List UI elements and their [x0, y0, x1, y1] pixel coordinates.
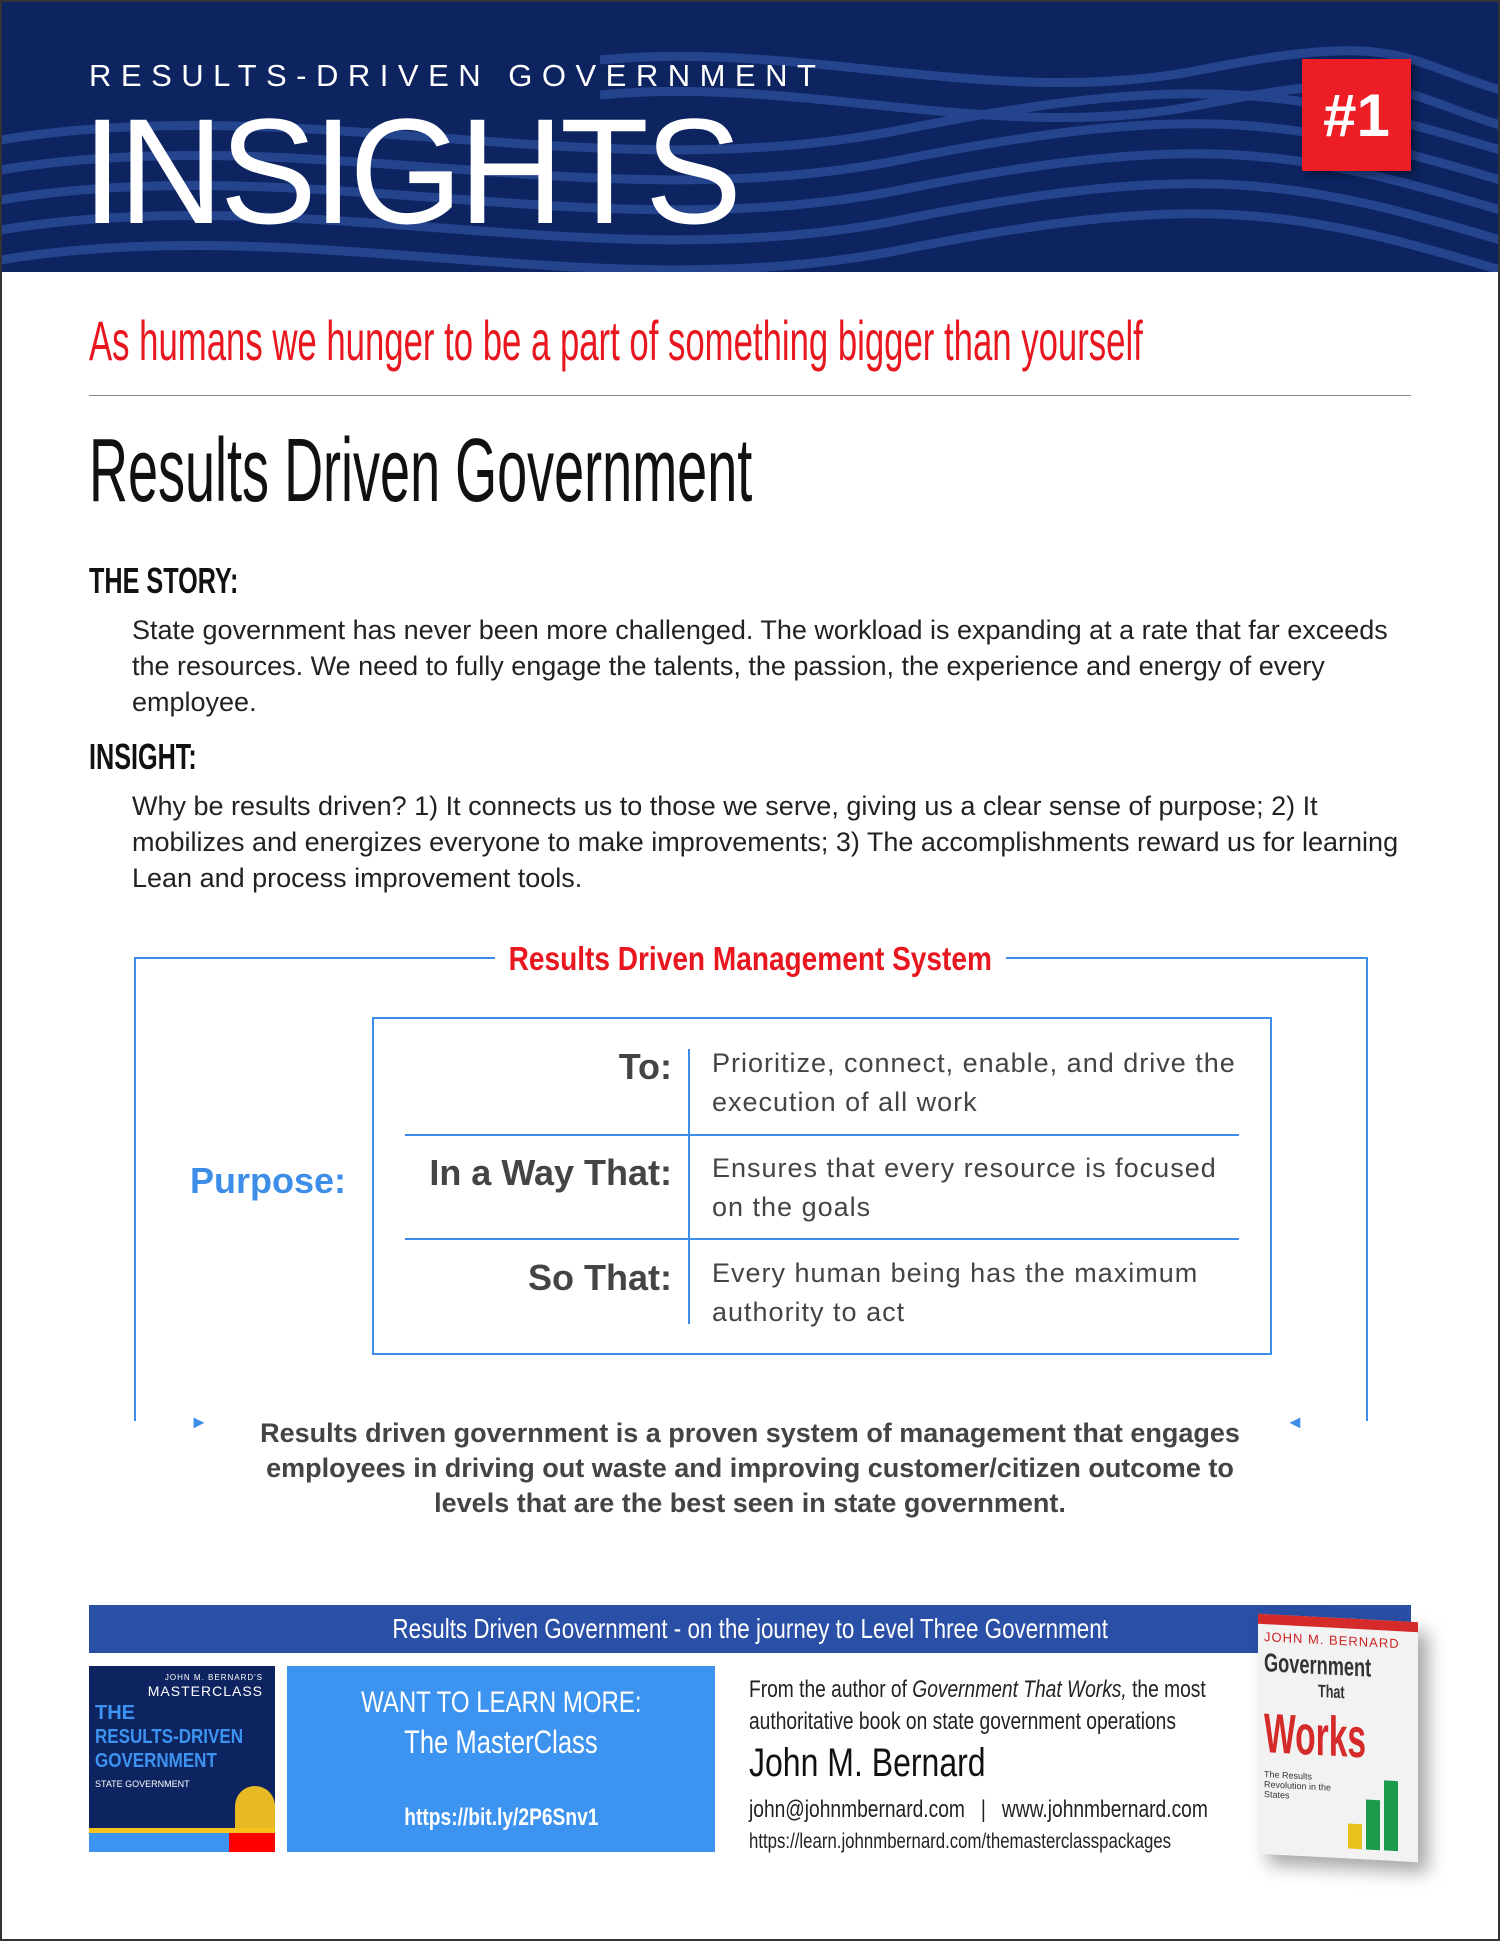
page-title-text: Results Driven Government	[89, 421, 753, 521]
series-kicker: RESULTS-DRIVEN GOVERNMENT	[89, 58, 826, 93]
diagram-title	[0, 940, 1500, 978]
arrow-right-icon: ►	[190, 1412, 208, 1432]
row-label: In a Way That:	[429, 1152, 672, 1193]
intro-text: authoritative book on state government operations	[749, 1708, 1176, 1735]
intro-text: the most	[1126, 1676, 1206, 1703]
separator: |	[980, 1796, 986, 1823]
table-divider	[688, 1049, 690, 1324]
row-text: Ensures that every resource is focused on the goals	[712, 1153, 1217, 1222]
book-cover	[1258, 1614, 1418, 1862]
headline	[89, 308, 1500, 373]
story-heading	[89, 560, 302, 602]
logo-stripe	[229, 1833, 275, 1852]
masterclass-link[interactable]: https://bit.ly/2P6Snv1	[403, 1804, 599, 1831]
book-title-italic: Government That Works,	[912, 1676, 1127, 1703]
book-title: Works	[1264, 1701, 1367, 1770]
row-text: Every human being has the maximum authority to act	[712, 1258, 1199, 1327]
email-link[interactable]: john@johnmbernard.com	[749, 1796, 965, 1823]
logo-text: MASTERCLASS	[147, 1683, 263, 1699]
logo-stripe	[89, 1833, 229, 1852]
learn-heading: WANT TO LEARN MORE:	[360, 1686, 642, 1719]
masthead	[0, 0, 1500, 272]
row-divider	[405, 1238, 1239, 1240]
diagram-title-text: Results Driven Management System	[495, 940, 1005, 978]
row-text: Prioritize, connect, enable, and drive the execution of all work	[712, 1048, 1236, 1117]
capitol-icon	[235, 1786, 275, 1831]
chart-graphic	[1366, 1799, 1380, 1850]
learn-more-box[interactable]	[287, 1666, 715, 1852]
diagram-summary: Results driven government is a proven system of management that engages employees in driving out waste and improving customer/citizen outcome to levels that are the best seen in state government.	[260, 1418, 1240, 1518]
story-heading-text: THE STORY:	[89, 560, 239, 601]
author-contact	[749, 1796, 1323, 1824]
author-name-text: John M. Bernard	[749, 1741, 986, 1785]
learn-subheading: The MasterClass	[404, 1724, 598, 1760]
logo-text: STATE GOVERNMENT	[95, 1779, 190, 1789]
row-label: To:	[618, 1046, 672, 1087]
insight-heading-text: INSIGHT:	[89, 736, 197, 777]
chart-graphic	[1348, 1824, 1362, 1850]
divider	[89, 395, 1411, 396]
logo-text: GOVERNMENT	[95, 1750, 217, 1772]
logo-text: JOHN M. BERNARD'S	[164, 1673, 263, 1682]
author-name	[749, 1740, 1045, 1786]
intro-text: From the author of	[749, 1676, 913, 1703]
insight-heading	[89, 736, 243, 778]
story-text: State government has never been more challenged. The workload is expanding at a rate that far exceeds the resources. We need to fully engage the talents, the passion, the experience and energy of every employee.	[132, 615, 1388, 717]
row-divider	[405, 1134, 1239, 1136]
book-title: That	[1318, 1680, 1345, 1703]
author-intro-line2	[749, 1708, 1283, 1736]
issue-badge: #1	[1302, 59, 1411, 171]
logo-text: THE	[95, 1702, 135, 1724]
book-title: Government	[1264, 1647, 1372, 1683]
footer-banner	[89, 1605, 1411, 1653]
page-title	[89, 420, 1194, 523]
masthead-title: INSIGHTS	[82, 87, 739, 255]
author-url	[749, 1830, 1277, 1854]
row-label: So That:	[528, 1257, 672, 1298]
author-intro	[749, 1676, 1320, 1704]
book-subtitle: The Results Revolution in the States	[1264, 1769, 1332, 1801]
logo-text: RESULTS-DRIVEN	[95, 1726, 243, 1748]
url-link[interactable]: https://learn.johnmbernard.com/themasterclasspackages	[749, 1830, 1172, 1853]
masterclass-logo	[89, 1666, 275, 1852]
book-author: JOHN M. BERNARD	[1264, 1629, 1400, 1652]
purpose-label: Purpose:	[190, 1160, 347, 1201]
headline-text: As humans we hunger to be a part of something bigger than yourself	[89, 309, 1143, 372]
website-link[interactable]: www.johnmbernard.com	[1001, 1796, 1208, 1823]
chart-graphic	[1384, 1780, 1398, 1851]
footer-banner-text: Results Driven Government - on the journey to Level Three Government	[392, 1613, 1108, 1644]
arrow-left-icon: ◄	[1286, 1412, 1304, 1432]
insight-text: Why be results driven? 1) It connects us to those we serve, giving us a clear sense of purpose; 2) It mobilizes and energizes everyone to make improvements; 3) The accomplishments reward us for learning Lean and process improvement tools.	[132, 791, 1399, 893]
